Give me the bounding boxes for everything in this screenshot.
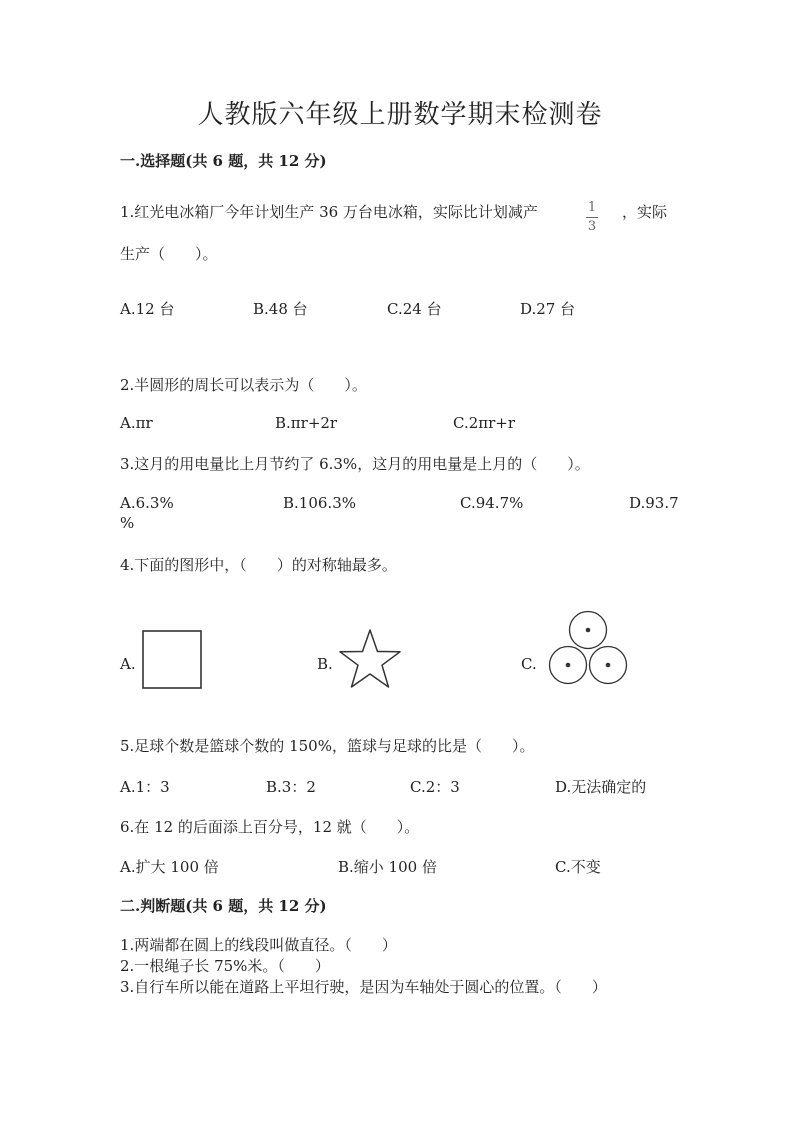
judgement-item-1: 1.两端都在圆上的线段叫做直径。（ ） [120, 936, 397, 954]
judgement-item-3: 3.自行车所以能在道路上平坦行驶，是因为车轴处于圆心的位置。（ ） [120, 978, 607, 996]
section-heading-judgement: 二.判断题(共 6 题，共 12 分) [120, 897, 327, 915]
section-heading-choice: 一.选择题(共 6 题，共 12 分) [120, 152, 327, 170]
q4-option-c: C. [521, 655, 537, 673]
q1-option-c: C.24 台 [387, 300, 442, 318]
q3-option-c: C.94.7% [460, 494, 524, 512]
q6-option-a: A.扩大 100 倍 [120, 858, 219, 876]
q5-option-d: D.无法确定的 [555, 778, 647, 796]
fraction-bar [586, 217, 598, 218]
star-shape [338, 628, 402, 690]
q2-option-a: A.πr [120, 414, 153, 432]
question-1-line1: 1.红光电冰箱厂今年计划生产 36 万台电冰箱，实际比计划减产 [120, 203, 538, 221]
question-3: 3.这月的用电量比上月节约了 6.3%，这月的用电量是上月的（ ）。 [120, 455, 590, 473]
fraction-denominator: 3 [587, 218, 597, 234]
question-1-line2: 生产（ ）。 [120, 245, 218, 263]
q4-option-a: A. [120, 655, 136, 673]
q1-option-d: D.27 台 [520, 300, 576, 318]
question-4: 4.下面的图形中，（ ）的对称轴最多。 [120, 556, 397, 574]
fraction-one-third [586, 196, 598, 233]
q3-option-d-wrap: % [120, 514, 135, 532]
q5-option-b: B.3：2 [266, 778, 316, 796]
q4-option-b: B. [317, 655, 333, 673]
three-circles-shape [546, 610, 630, 688]
q3-option-a: A.6.3% [120, 494, 174, 512]
q2-option-c: C.2πr+r [453, 414, 516, 432]
question-2: 2.半圆形的周长可以表示为（ ）。 [120, 376, 367, 394]
page-title: 人教版六年级上册数学期末检测卷 [197, 100, 603, 130]
q1-option-a: A.12 台 [120, 300, 175, 318]
square-shape [142, 630, 202, 690]
question-6: 6.在 12 的后面添上百分号，12 就（ ）。 [120, 818, 420, 836]
q5-option-a: A.1：3 [120, 778, 170, 796]
q1-option-b: B.48 台 [253, 300, 308, 318]
fraction-numerator: 1 [587, 200, 597, 215]
q2-option-b: B.πr+2r [275, 414, 338, 432]
q6-option-b: B.缩小 100 倍 [338, 858, 437, 876]
question-1-line1-tail: ，实际 [622, 203, 668, 221]
q5-option-c: C.2：3 [410, 778, 460, 796]
q3-option-d: D.93.7 [629, 494, 679, 512]
q6-option-c: C.不变 [555, 858, 601, 876]
question-5: 5.足球个数是篮球个数的 150%，篮球与足球的比是（ ）。 [120, 737, 535, 755]
q3-option-b: B.106.3% [283, 494, 356, 512]
judgement-item-2: 2.一根绳子长 75%米。（ ） [120, 957, 330, 975]
